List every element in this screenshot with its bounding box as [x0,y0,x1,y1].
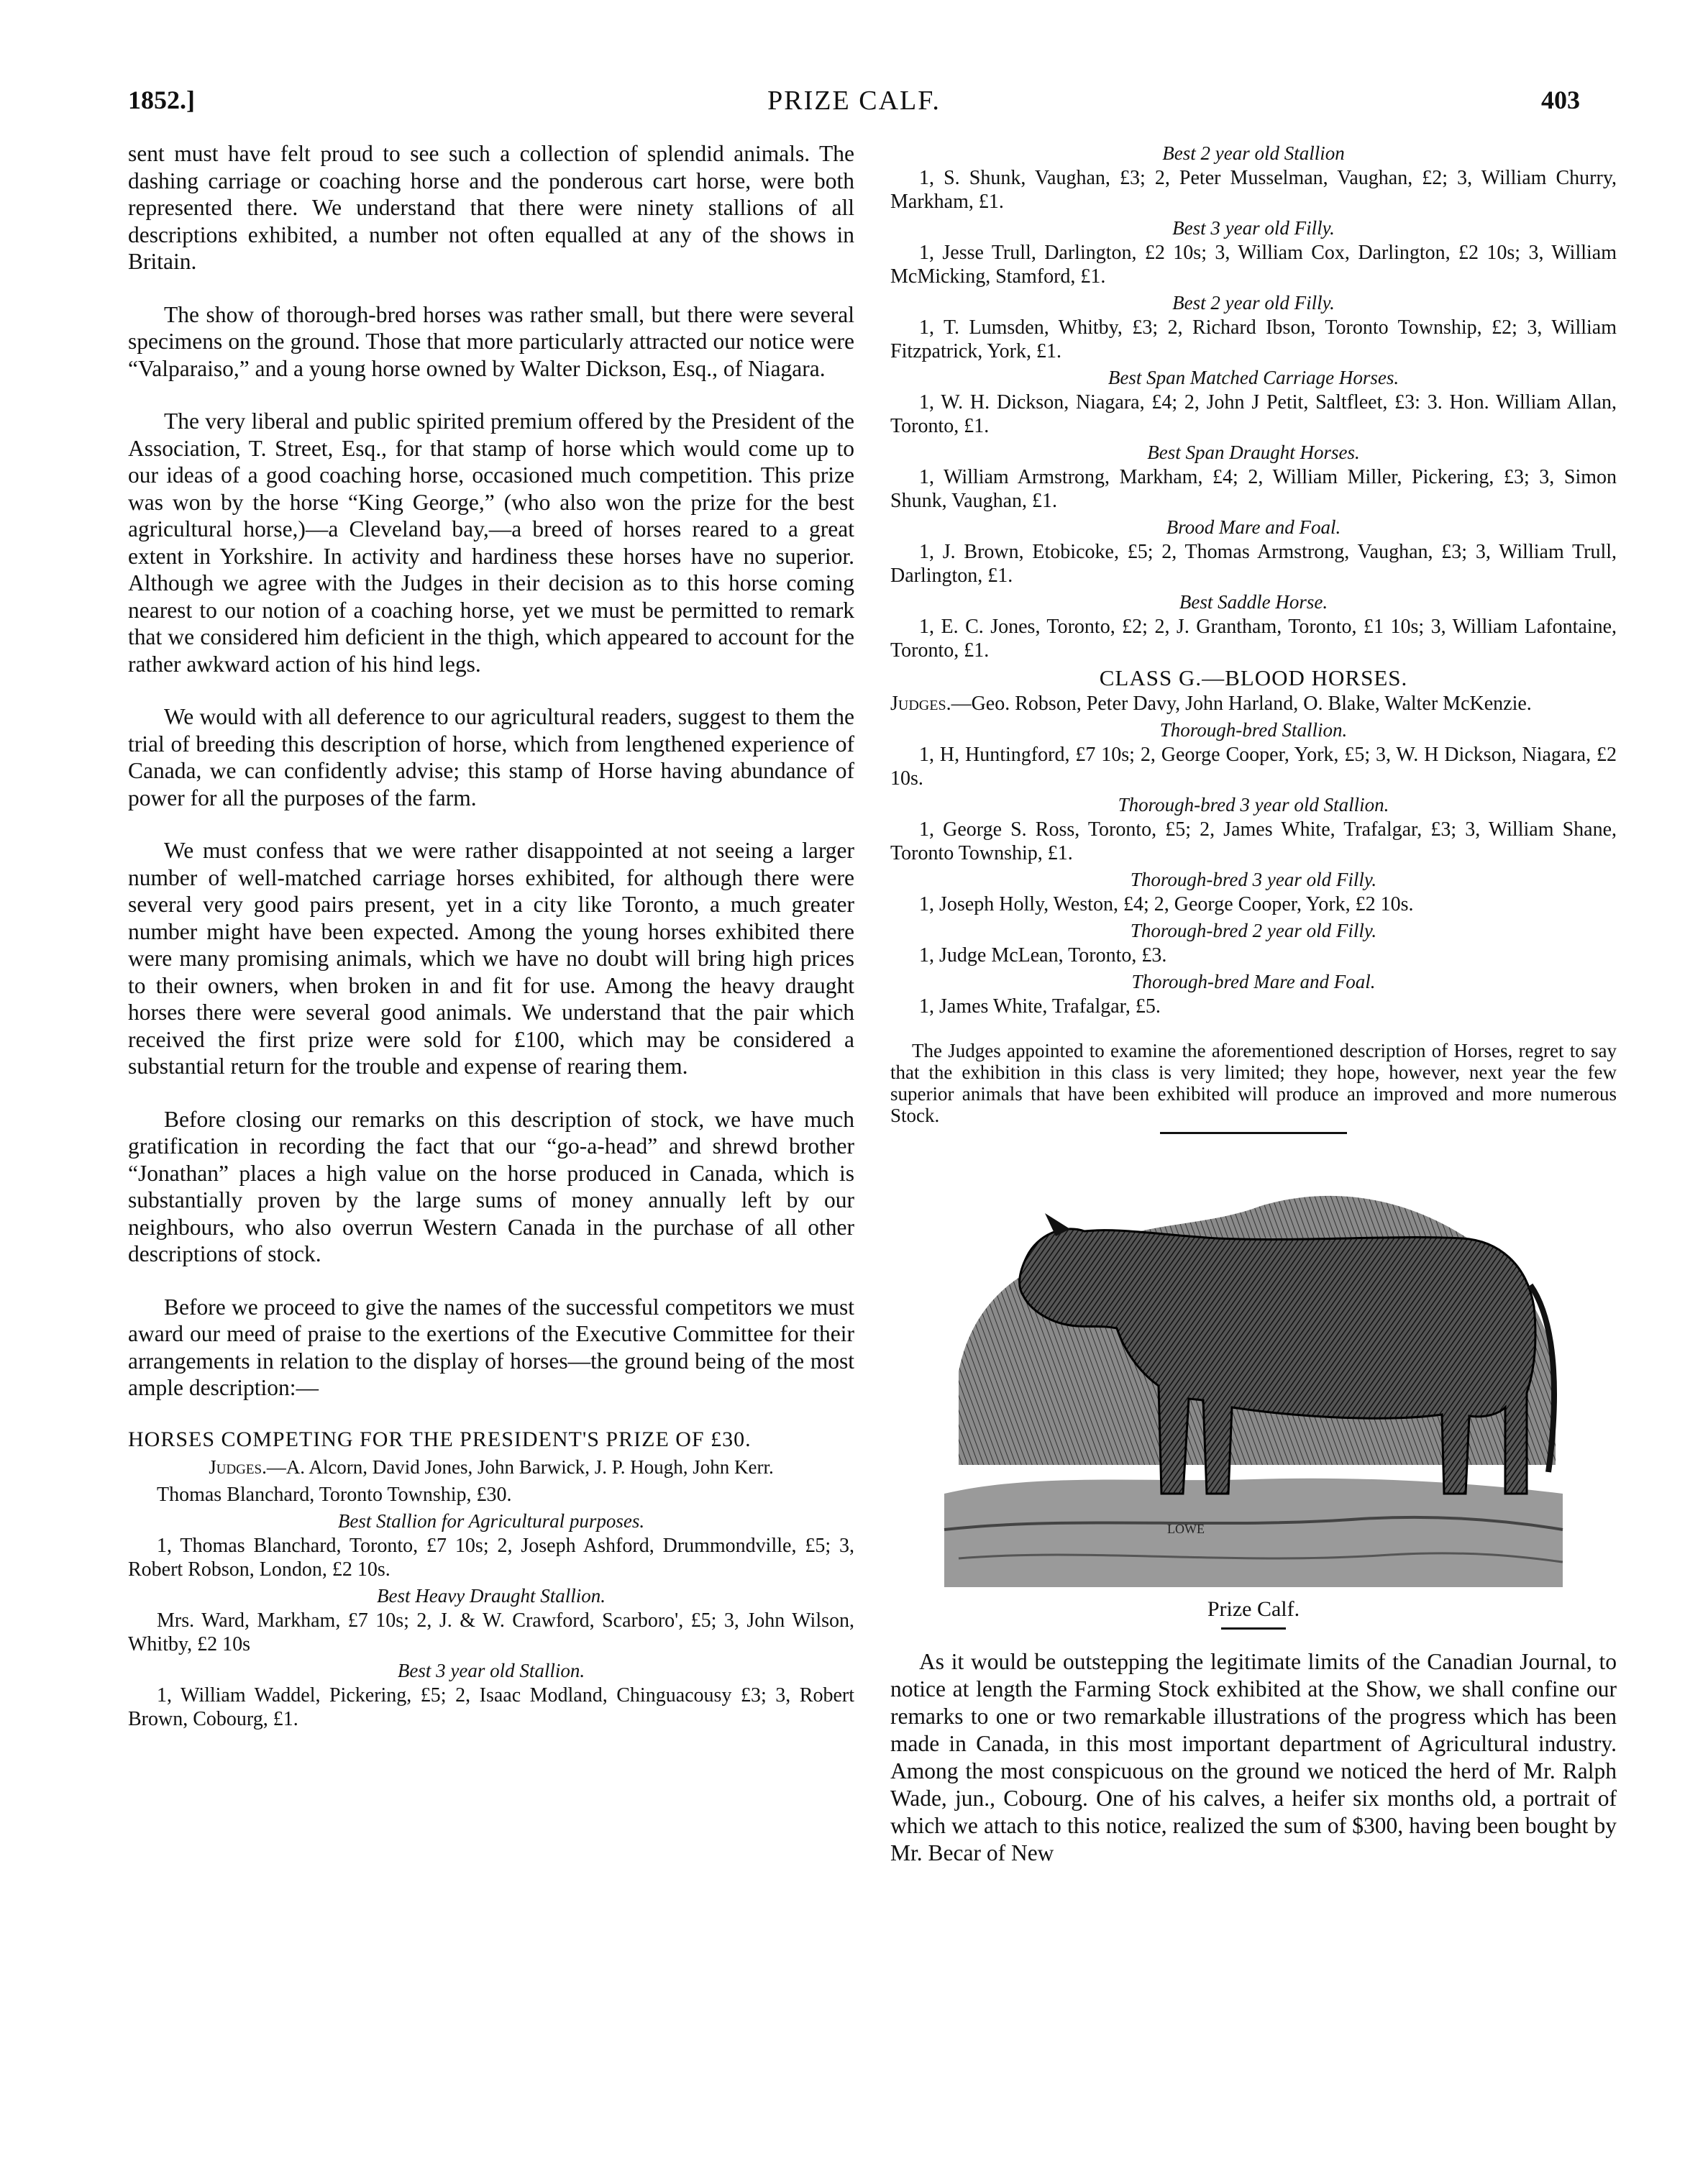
prize-category-title: Thorough-bred Mare and Foal. [1131,971,1376,992]
divider-rule [1160,1132,1347,1134]
page-number: 403 [1541,86,1580,114]
prize-entry: 1, Joseph Holly, Weston, £4; 2, George Cooper, York, £2 10s. [919,893,1414,915]
paragraph: As it would be outstepping the legitimate limits of the Canadian Journal, to notice at length the Farming Stock exhibited at the Show, we shall confine our remarks to one or two remarkable illustrations of the progress which has been made in Canada, in this most important department of Agricultural industry. Among the most conspicuous on the ground we noticed the herd of Mr. Ralph Wade, jun., Cobourg. One of his calves, a heifer six months old, a portrait of which we attach to this notice, realized the sum of $300, having been bought by Mr. Becar of New [890,1649,1617,1865]
engraver-signature: LOWE [1167,1522,1205,1536]
prize-entry: 1, William Armstrong, Markham, £4; 2, William Miller, Pickering, £3; 3, Simon Shunk, Vaughan, £1. [890,466,1617,512]
prize-entry: Mrs. Ward, Markham, £7 10s; 2, J. & W. Crawford, Scarboro', £5; 3, John Wilson, Whitby, £2 10s [128,1609,854,1655]
prize-entry: 1, James White, Trafalgar, £5. [919,995,1161,1018]
right-column [890,140,1617,1867]
class-heading: CLASS G.—BLOOD HORSES. [1099,665,1408,690]
prize-winner: Thomas Blanchard, Toronto Township, £30. [157,1483,512,1506]
header-title: PRIZE CALF. [767,86,941,116]
prize-entry: 1, S. Shunk, Vaughan, £3; 2, Peter Musselman, Vaughan, £2; 3, William Churry, Markham, £1. [890,167,1617,213]
calf-illustration [930,1156,1577,1594]
paragraph: We must confess that we were rather disappointed at not seeing a larger number of well-matched carriage horses exhibited, for although there were several very good pairs present, yet in a city like Toronto, a much greater number might have been expected. Among the young horses exhibited there were many promising animals, which we have no doubt will bring high prices to their owners, when broken in and fit for use. Among the heavy draught horses there were several good animals. We understand that the pair which received the first prize were sold for £100, which may be considered a substantial return for the trouble and expense of rearing them. [128,838,854,1079]
judges-note: The Judges appointed to examine the aforementioned description of Horses, regret to say that the exhibition in this class is very limited; they hope, however, next year the few superior animals that have been exhibited will produce an improved and more numerous Stock. [890,1040,1617,1126]
prize-category-title: Thorough-bred 3 year old Stallion. [1118,794,1389,816]
figure-caption: Prize Calf. [1207,1597,1300,1621]
divider-rule [1221,1627,1286,1630]
prize-category-title: Best Saddle Horse. [1179,591,1328,613]
prize-entry: 1, Thomas Blanchard, Toronto, £7 10s; 2, Joseph Ashford, Drummondville, £5; 3, Robert Robson, London, £2 10s. [128,1534,854,1581]
running-header [128,85,1580,128]
prize-entry: 1, William Waddel, Pickering, £5; 2, Isaac Modland, Chinguacousy £3; 3, Robert Brown, Cobourg, £1. [128,1684,854,1730]
judges-names: —A. Alcorn, David Jones, John Barwick, J. P. Hough, John Kerr. [266,1456,774,1478]
prize-category-title: Thorough-bred 3 year old Filly. [1130,869,1377,890]
paragraph: Before closing our remarks on this description of stock, we have much gratification in recording the fact that our “go-a-head” and shrewd brother “Jonathan” places a high value on the horse produced in Canada, which is substantially proven by the large sums of money annually left by our neighbours, who also overrun Western Canada in the purchase of all other descriptions of stock. [128,1106,854,1266]
prize-category-title: Best Span Draught Horses. [1147,442,1360,463]
prize-category-title: Best 2 year old Filly. [1172,292,1335,314]
judges-list [890,693,1617,716]
judges-label: Judges. [209,1456,267,1478]
prize-category-title: Best Span Matched Carriage Horses. [1108,367,1399,388]
paragraph: sent must have felt proud to see such a collection of splendid animals. The dashing carriage or coaching horse and the ponderous cart horse, were both represented there. We understand that there were ninety stallions of all descriptions exhibited, a number not often equalled at any of the shows in Britain. [128,141,854,274]
prize-entry: 1, T. Lumsden, Whitby, £3; 2, Richard Ibson, Toronto Township, £2; 3, William Fitzpatrick, York, £1. [890,316,1617,362]
section-heading: HORSES COMPETING FOR THE PRESIDENT'S PRIZE OF £30. [128,1427,752,1451]
header-year: 1852.] [128,86,195,114]
prize-entry: 1, J. Brown, Etobicoke, £5; 2, Thomas Armstrong, Vaughan, £3; 3, William Trull, Darlington, £1. [890,541,1617,587]
judges-label: Judges. [890,693,951,715]
paragraph: The show of thorough-bred horses was rather small, but there were several specimens on the ground. Those that more particularly attracted our notice were “Valparaiso,” and a young horse owned by Walter Dickson, Esq., of Niagara. [128,301,854,381]
prize-category-title: Best Stallion for Agricultural purposes. [337,1509,645,1532]
paragraph: Before we proceed to give the names of the successful competitors we must award our meed of praise to the exertions of the Executive Committee for their arrangements in relation to the display of horses—the ground being of the most ample description:— [128,1294,854,1400]
prize-category-title: Thorough-bred Stallion. [1159,719,1348,741]
judges-names: —Geo. Robson, Peter Davy, John Harland, O. Blake, Walter McKenzie. [951,693,1532,715]
prize-category-title: Best Heavy Draught Stallion. [377,1584,606,1607]
prize-entry: 1, Jesse Trull, Darlington, £2 10s; 3, William Cox, Darlington, £2 10s; 3, William McMicking, Stamford, £1. [890,242,1617,288]
prize-category-title: Thorough-bred 2 year old Filly. [1130,920,1377,941]
prize-entry: 1, H, Huntingford, £7 10s; 2, George Cooper, York, £5; 3, W. H Dickson, Niagara, £2 10s. [890,744,1617,790]
prize-category-title: Best 2 year old Stallion [1162,142,1345,164]
prize-entry: 1, W. H. Dickson, Niagara, £4; 2, John J Petit, Saltfleet, £3: 3. Hon. William Allan, Toronto, £1. [890,391,1617,437]
left-column [128,140,854,1734]
prize-category-title: Brood Mare and Foal. [1166,516,1341,538]
prize-category-title: Best 3 year old Filly. [1172,217,1335,239]
judges-list [128,1456,854,1479]
paragraph: The very liberal and public spirited premium offered by the President of the Association, T. Street, Esq., for that stamp of horse which would come up to our ideas of a good coaching horse, occasioned much competition. This prize was won by the horse “King George,” (who also won the prize for the best agricultural horse,)—a Cleveland bay,—a breed of horses reared to a great extent in Yorkshire. In activity and hardiness these horses have no superior. Although we agree with the Judges in their decision as to this horse coming nearest to our notion of a coaching horse, yet we must be permitted to remark that we considered him deficient in the thigh, which appeared to account for the rather awkward action of his hind legs. [128,408,854,677]
paragraph: We would with all deference to our agricultural readers, suggest to them the trial of breeding this description of horse, which from lengthened experience of Canada, we can confidently advise; this stamp of Horse having abundance of power for all the purposes of the farm. [128,704,854,810]
prize-calf-engraving [930,1156,1577,1594]
prize-entry: 1, Judge McLean, Toronto, £3. [919,944,1167,967]
prize-entry: 1, E. C. Jones, Toronto, £2; 2, J. Grantham, Toronto, £1 10s; 3, William Lafontaine, Toronto, £1. [890,616,1617,662]
prize-category-title: Best 3 year old Stallion. [397,1659,585,1681]
prize-entry: 1, George S. Ross, Toronto, £5; 2, James White, Trafalgar, £3; 3, William Shane, Toronto Township, £1. [890,818,1617,864]
